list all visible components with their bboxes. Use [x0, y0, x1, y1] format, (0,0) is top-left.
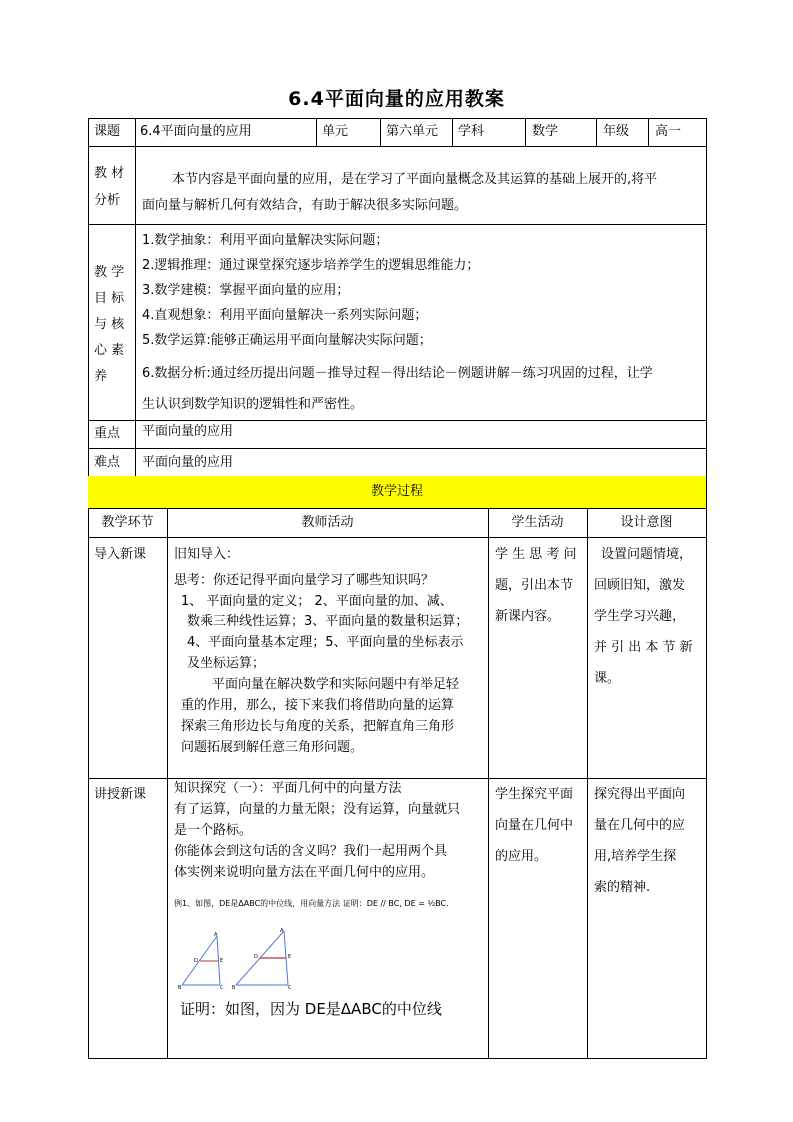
goal-item: 4.直观想象：利用平面向量解决一系列实际问题；: [142, 308, 428, 323]
row1-teacher-line: 问题拓展到解任意三角形问题。: [181, 740, 364, 755]
row2-intent-line: 量在几何中的应: [594, 818, 686, 833]
vertex-label: D: [254, 954, 258, 960]
col-header-teacher: 教师活动: [301, 515, 354, 530]
row2-teacher-line: 你能体会到这句话的含义吗？我们一起用两个具: [174, 844, 448, 859]
row1-intent-line: 回顾旧知，激发: [594, 578, 686, 593]
row1-intent-line: 设置问题情境，: [601, 547, 693, 562]
col-divider: [525, 118, 526, 146]
vertex-label: B: [178, 985, 182, 990]
table-right-border: [706, 118, 707, 1059]
row1-teacher-line: 探索三角形边长与角度的关系，把解直角三角形: [181, 719, 455, 734]
row-divider: [88, 778, 707, 779]
lesson-label: 课题: [94, 124, 121, 139]
proof-text: 证明：如图，因为 DE是ΔABC的中位线: [180, 1000, 442, 1018]
col-divider: [587, 508, 588, 1059]
row-divider: [88, 420, 707, 421]
col-divider: [167, 508, 168, 1059]
goal-item: 2.逻辑推理：通过课堂探究逐步培养学生的逻辑思维能力；: [142, 258, 480, 273]
vertex-label: B: [232, 985, 236, 990]
row1-teacher-line: 及坐标运算；: [187, 656, 266, 671]
row2-teacher-line: 有了运算，向量的力量无限；没有运算，向量就只: [174, 802, 461, 817]
lesson-value: 6.4平面向量的应用: [140, 124, 252, 139]
vertex-label: C: [288, 985, 292, 990]
vertex-label: C: [220, 985, 224, 990]
row2-stage: 讲授新课: [94, 787, 147, 802]
analysis-label: 分析: [94, 193, 121, 208]
col-header-student: 学生活动: [511, 515, 564, 530]
table-top-border: [88, 118, 707, 119]
unit-label: 单元: [322, 124, 349, 139]
col-divider: [452, 118, 453, 146]
goal-item: 3.数学建模：掌握平面向量的应用；: [142, 283, 350, 298]
example-text: 例1、如图，DE是ΔABC的中位线，用向量方法 证明：DE // BC, DE = ½BC.: [174, 899, 449, 908]
vertex-label: A: [280, 928, 284, 934]
row2-teacher-line: 是一个路标。: [174, 823, 253, 838]
col-header-stage: 教学环节: [101, 515, 154, 530]
triangle-figure: [174, 928, 304, 990]
row1-intent-line: 并 引 出 本 节 新: [594, 640, 693, 655]
document-title: 6.4平面向量的应用教案: [288, 88, 505, 110]
vertex-label: D: [194, 958, 198, 964]
vertex-label: E: [288, 954, 292, 960]
analysis-label: 教 材: [94, 166, 125, 181]
vertex-label: E: [220, 958, 224, 964]
col-divider: [380, 118, 381, 146]
col-header-intent: 设计意图: [620, 515, 673, 530]
row2-intent-line: 探究得出平面向: [594, 787, 686, 802]
row1-stage: 导入新课: [94, 547, 147, 562]
col-divider: [316, 118, 317, 146]
row2-student-line: 学生探究平面: [495, 787, 574, 802]
row1-teacher-line: 旧知导入：: [174, 547, 240, 562]
row-divider: [88, 146, 707, 147]
col-divider: [648, 118, 649, 146]
row1-teacher-line: 1、 平面向量的定义； 2、平面向量的加、减、: [181, 594, 453, 609]
row1-student-line: 学 生 思 考 问: [495, 547, 577, 562]
row-divider: [88, 224, 707, 225]
goals-label: 目 标: [94, 291, 125, 306]
row2-student-line: 向量在几何中: [495, 818, 574, 833]
grade-value: 高一: [655, 124, 682, 139]
row2-student-line: 的应用。: [495, 849, 548, 864]
row2-intent-line: 用,培养学生探: [594, 849, 677, 864]
grade-label: 年级: [603, 124, 630, 139]
row1-teacher-line: 平面向量在解决数学和实际问题中有举足轻: [212, 677, 460, 692]
goals-label: 心 素: [94, 343, 125, 358]
goal-item: 生认识到数学知识的逻辑性和严密性。: [142, 397, 364, 412]
col-divider: [488, 508, 489, 1059]
row2-teacher-line: 体实例来说明向量方法在平面几何中的应用。: [174, 865, 435, 880]
row-divider: [88, 537, 707, 538]
row1-teacher-line: 思考：你还记得平面向量学习了哪些知识吗？: [174, 573, 435, 588]
key-point-label: 重点: [94, 426, 121, 441]
row1-student-line: 题，引出本节: [495, 578, 574, 593]
difficulty-value: 平面向量的应用: [142, 455, 234, 470]
goals-label: 养: [94, 369, 108, 384]
row1-intent-line: 学生学习兴趣，: [594, 609, 686, 624]
row2-intent-line: 索的精神.: [594, 880, 651, 895]
row1-teacher-line: 重的作用，那么，接下来我们将借助向量的运算: [181, 698, 455, 713]
subject-label: 学科: [458, 124, 485, 139]
goal-item: 6.数据分析:通过经历提出问题－推导过程－得出结论－例题讲解－练习巩固的过程，让学: [142, 366, 653, 381]
unit-value: 第六单元: [386, 124, 439, 139]
process-title: 教学过程: [370, 484, 423, 499]
analysis-text: 面向量与解析几何有效结合，有助于解决很多实际问题。: [142, 198, 468, 213]
goal-item: 5.数学运算:能够正确运用平面向量解决实际问题；: [142, 333, 432, 348]
row1-teacher-line: 4、平面向量基本定理；5、平面向量的坐标表示: [187, 635, 464, 650]
row-divider: [88, 448, 707, 449]
analysis-text: 本节内容是平面向量的应用，是在学习了平面向量概念及其运算的基础上展开的,将平: [172, 172, 658, 187]
table-left-border: [88, 118, 89, 1059]
row1-student-line: 新课内容。: [495, 609, 561, 624]
vertex-label: A: [214, 932, 218, 938]
subject-value: 数学: [532, 124, 559, 139]
row1-teacher-line: 数乘三种线性运算；3、平面向量的数量积运算；: [187, 614, 469, 629]
row1-intent-line: 课。: [594, 671, 621, 686]
goal-item: 1.数学抽象：利用平面向量解决实际问题；: [142, 233, 389, 248]
table-bottom-border: [88, 1058, 707, 1059]
goals-label: 教 学: [94, 265, 125, 280]
row2-teacher-line: 知识探究（一）：平面几何中的向量方法: [174, 781, 402, 796]
col-divider: [135, 118, 136, 476]
col-divider: [596, 118, 597, 146]
difficulty-label: 难点: [94, 455, 121, 470]
key-point-value: 平面向量的应用: [142, 424, 234, 439]
goals-label: 与 核: [94, 317, 125, 332]
